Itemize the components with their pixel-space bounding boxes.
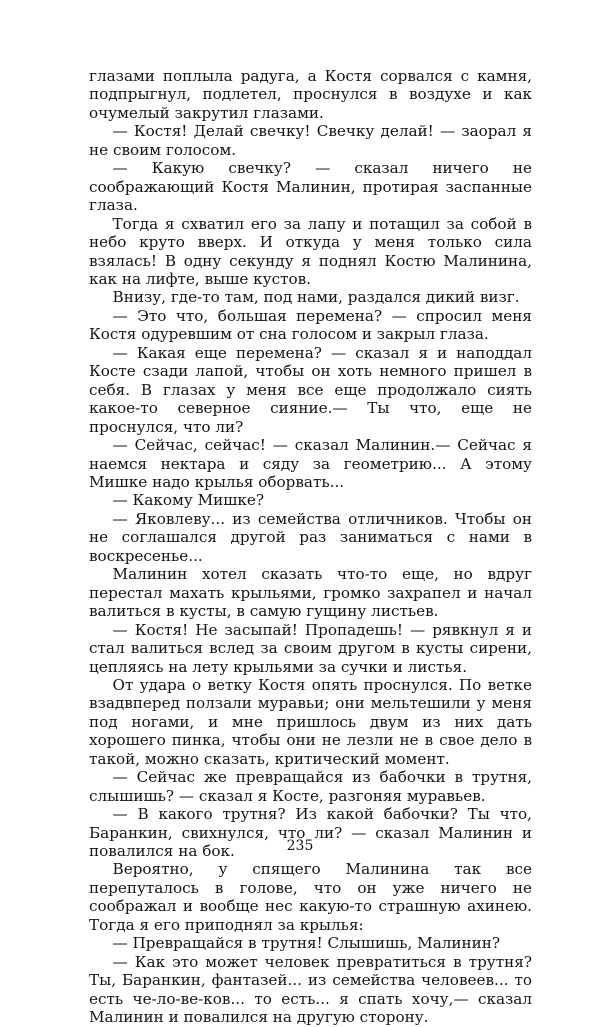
paragraph-continuation: глазами поплыла радуга, а Костя сорвался с камня, подпрыгнул, подлетел, проснулся в воздухе и как очумелый закрутил глазами. — [89, 67, 532, 122]
paragraph-dialogue: — Какую свечку? — сказал ничего не соображающий Костя Малинин, протирая заспанные глаза. — [89, 159, 532, 215]
page-number: 235 — [286, 838, 314, 854]
paragraph-narration: Вероятно, у спящего Малинина так все перепуталось в голове, что он уже ничего не соображал и вообще нес какую-то страшную ахинею. Тогда я его приподнял за крылья: — [89, 860, 532, 934]
paragraph-narration: Малинин хотел сказать что-то еще, но вдруг перестал махать крыльями, громко захрапел и начал валиться в кусты, в самую гущину листьев. — [89, 565, 532, 621]
paragraph-dialogue: — Яковлеву... из семейства отличников. Чтобы он не соглашался другой раз заниматься с нами в воскресенье... — [89, 509, 532, 565]
paragraph-dialogue: — Сейчас же превращайся из бабочки в трутня, слышишь? — сказал я Косте, разгоняя муравьев. — [89, 768, 532, 805]
paragraph-dialogue: — Костя! Не засыпай! Пропадешь! — рявкнул я и стал валиться вслед за своим другом в кусты сирени, цепляясь на лету крыльями за сучки и листья. — [89, 620, 532, 676]
paragraph-dialogue: — Какому Мишке? — [112, 491, 264, 510]
paragraph-dialogue: — Сейчас, сейчас! — сказал Малинин.— Сейчас я наемся нектара и сяду за геометрию... А этому Мишке надо крылья оборвать... — [89, 436, 532, 491]
paragraph-dialogue: — Костя! Делай свечку! Свечку делай! — заорал я не своим голосом. — [89, 122, 532, 159]
body-text — [89, 67, 532, 1027]
paragraph-dialogue: — Как это может человек превратиться в трутня? Ты, Баранкин, фантазей... из семейства человеев... то есть че-ло-ве-ков... то есть... я спать хочу,— сказал Малинин и повалился на другую сторону. — [89, 952, 532, 1027]
paragraph-narration: Внизу, где-то там, под нами, раздался дикий визг. — [112, 288, 520, 307]
paragraph-narration: От удара о ветку Костя опять проснулся. По ветке взадвперед ползали муравьи; они мельтешили у меня под ногами, и мне пришлось двум из них дать хорошего пинка, чтобы они не лезли не в свое дело в такой, можно сказать, критический момент. — [89, 675, 532, 768]
paragraph-dialogue: — Какая еще перемена? — сказал я и наподдал Косте сзади лапой, чтобы он хоть немного пришел в себя. В глазах у меня все еще продолжало сиять какое-то северное сияние.— Ты что, еще не проснулся, что ли? — [89, 343, 532, 436]
paragraph-narration: Тогда я схватил его за лапу и потащил за собой в небо круто вверх. И откуда у меня только сила взялась! В одну секунду я поднял Костю Малинина, как на лифте, выше кустов. — [89, 214, 532, 288]
paragraph-dialogue: — Превращайся в трутня! Слышишь, Малинин? — [112, 934, 501, 953]
paragraph-dialogue: — Это что, большая перемена? — спросил меня Костя одуревшим от сна голосом и закрыл глаза. — [89, 306, 532, 344]
paragraph-dialogue: — В какого трутня? Из какой бабочки? Ты что, Баранкин, свихнулся, что ли? — сказал Малинин и повалился на бок. — [89, 805, 532, 861]
